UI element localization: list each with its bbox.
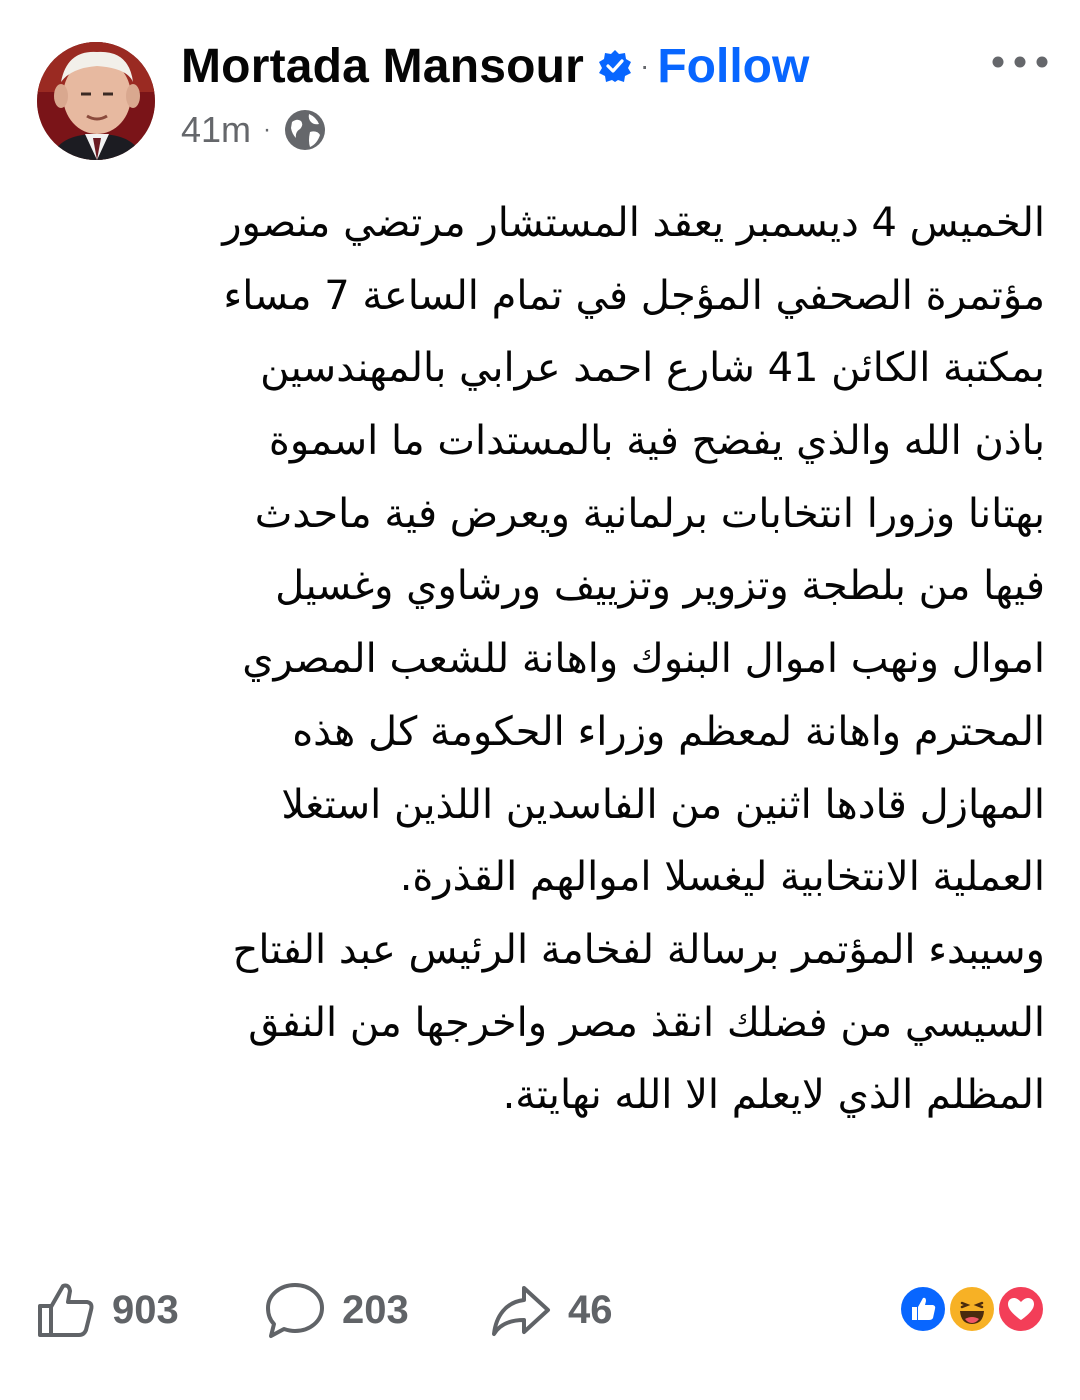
post-body-line: مؤتمرة الصحفي المؤجل في تمام الساعة 7 مساء bbox=[223, 272, 1045, 319]
like-reaction-icon bbox=[898, 1284, 948, 1334]
post-body-line: باذن الله والذي يفضح فية بالمستدات ما اسموة bbox=[268, 418, 1045, 465]
share-icon bbox=[490, 1280, 552, 1340]
post-body-line: بمكتبة الكائن 41 شارع احمد عرابي بالمهندسين bbox=[260, 345, 1045, 392]
post-timestamp[interactable]: 41m bbox=[181, 109, 252, 150]
verified-badge-icon bbox=[598, 49, 632, 83]
meta-separator-dot: · bbox=[263, 116, 272, 143]
share-count: 46 bbox=[568, 1287, 613, 1332]
post-body-line: بهتانا وزورا انتخابات برلمانية ويعرض فية ماحدث bbox=[254, 490, 1045, 537]
like-icon bbox=[36, 1280, 96, 1340]
post-body-line: الخميس 4 ديسمبر يعقد المستشار مرتضي منصور bbox=[222, 200, 1045, 246]
post-header bbox=[0, 0, 1080, 170]
post-body-line: السيسي من فضلك انقذ مصر واخرجها من النفق bbox=[248, 999, 1045, 1046]
globe-icon[interactable] bbox=[283, 108, 327, 152]
post-footer bbox=[0, 1270, 1080, 1350]
post-body-line: العملية الانتخابية ليغسلا اموالهم القذرة. bbox=[399, 854, 1045, 901]
post-meta bbox=[181, 105, 327, 155]
love-reaction-icon bbox=[996, 1284, 1046, 1334]
more-options-icon[interactable] bbox=[990, 52, 1050, 72]
post-body-line: فيها من بلطجة وتزوير وتزييف ورشاوي وغسيل bbox=[275, 563, 1045, 610]
follow-button[interactable]: Follow bbox=[657, 39, 810, 93]
post-body-line: وسيبدء المؤتمر برسالة لفخامة الرئيس عبد الفتاح bbox=[232, 926, 1045, 973]
comment-icon bbox=[264, 1280, 326, 1340]
post-body-line: اموال ونهب اموال البنوك واهانة للشعب المصري bbox=[242, 636, 1045, 683]
reactions-summary[interactable] bbox=[898, 1284, 1048, 1336]
haha-reaction-icon bbox=[947, 1284, 997, 1334]
post-body bbox=[40, 187, 1045, 1132]
post-body-line: المهازل قادها اثنين من الفاسدين اللذين استغلا bbox=[281, 781, 1045, 828]
like-count: 903 bbox=[112, 1287, 179, 1332]
like-button[interactable] bbox=[36, 1270, 179, 1350]
comment-count: 203 bbox=[342, 1287, 409, 1332]
share-button[interactable] bbox=[490, 1270, 613, 1350]
comment-button[interactable] bbox=[264, 1270, 409, 1350]
author-row bbox=[181, 36, 809, 96]
post-body-line: المظلم الذي لايعلم الا الله نهايتة. bbox=[502, 1072, 1045, 1119]
author-name[interactable]: Mortada Mansour bbox=[181, 39, 585, 93]
separator-dot: · bbox=[640, 50, 650, 81]
author-avatar[interactable] bbox=[37, 42, 155, 160]
post-body-line: المحترم واهانة لمعظم وزراء الحكومة كل هذه bbox=[292, 708, 1045, 755]
